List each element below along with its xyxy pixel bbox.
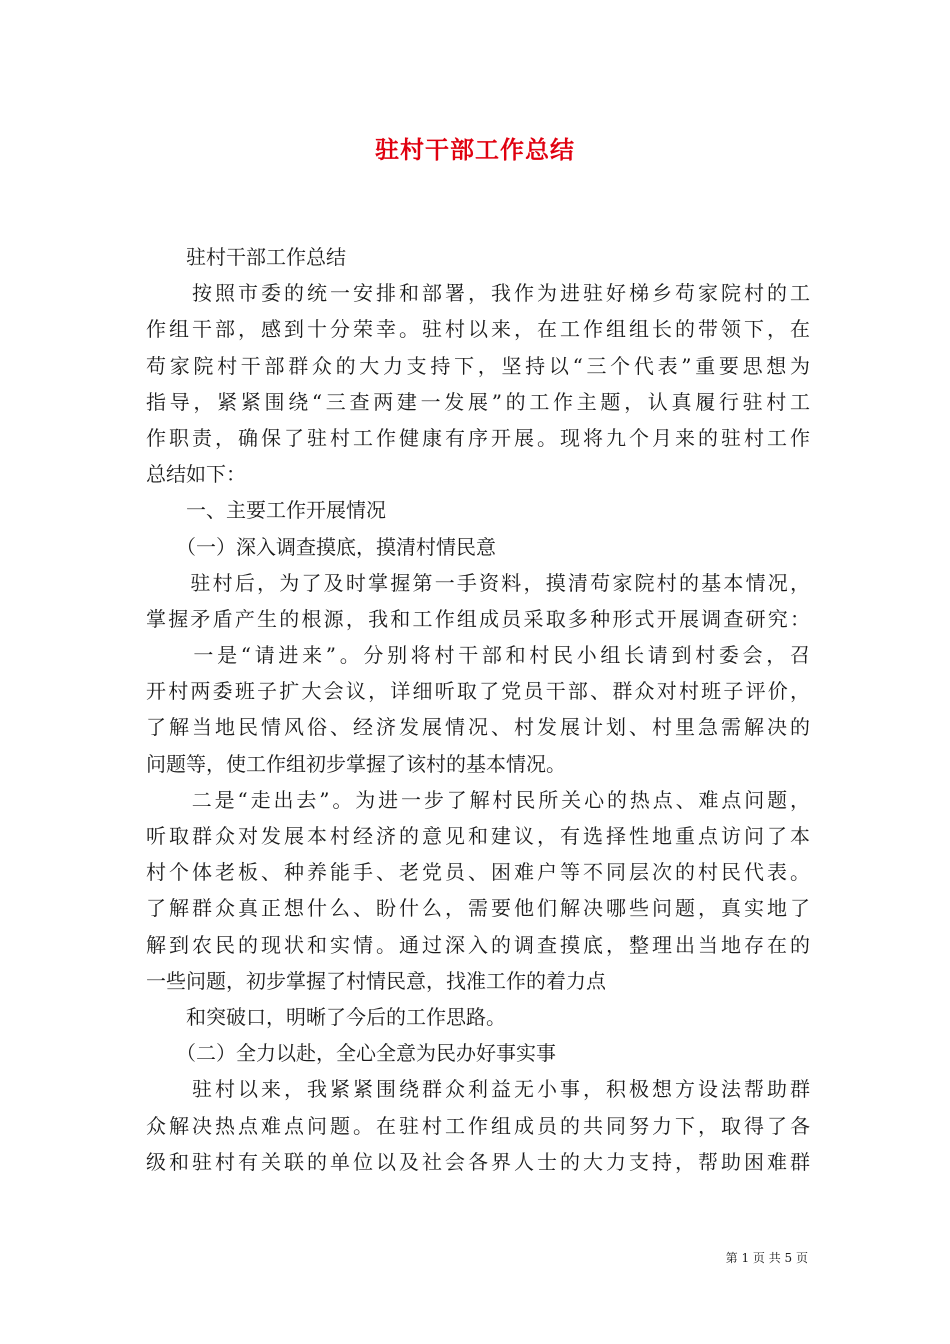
paragraph-line: 解到农民的现状和实情。通过深入的调查摸底，整理出当地存在的 xyxy=(146,932,810,957)
paragraph-line: 苟家院村干部群众的大力支持下，坚持以“三个代表”重要思想为 xyxy=(146,353,810,378)
paragraph-line: 一是“请进来”。分别将村干部和村民小组长请到村委会，召 xyxy=(146,643,810,668)
paragraph-line: 一些问题，初步掌握了村情民意，找准工作的着力点 xyxy=(146,968,606,993)
page-number-footer: 第 1 页 共 5 页 xyxy=(725,1251,808,1265)
paragraph-line: 作职责，确保了驻村工作健康有序开展。现将九个月来的驻村工作 xyxy=(146,425,810,450)
paragraph-line: （二）全力以赴，全心全意为民办好事实事 xyxy=(146,1041,556,1066)
paragraph-line: 一、主要工作开展情况 xyxy=(146,498,386,523)
paragraph-line: 二是“走出去”。为进一步了解村民所关心的热点、难点问题， xyxy=(146,787,810,812)
paragraph-line: 驻村以来，我紧紧围绕群众利益无小事，积极想方设法帮助群 xyxy=(146,1077,810,1102)
paragraph-line: 听取群众对发展本村经济的意见和建议，有选择性地重点访问了本 xyxy=(146,824,810,848)
paragraph-line: 掌握矛盾产生的根源，我和工作组成员采取多种形式开展调查研究： xyxy=(146,606,810,631)
paragraph-line: 级和驻村有关联的单位以及社会各界人士的大力支持，帮助困难群 xyxy=(146,1149,810,1174)
paragraph-line: 开村两委班子扩大会议，详细听取了党员干部、群众对村班子评价， xyxy=(146,679,810,704)
paragraph-line: 问题等，使工作组初步掌握了该村的基本情况。 xyxy=(146,751,566,776)
paragraph-line: 按照市委的统一安排和部署，我作为进驻好梯乡苟家院村的工 xyxy=(146,281,810,306)
paragraph-line: 指导，紧紧围绕“三查两建一发展”的工作主题，认真履行驻村工 xyxy=(146,389,810,414)
paragraph-line: （一）深入调查摸底，摸清村情民意 xyxy=(146,534,496,559)
document-body xyxy=(146,239,810,1180)
paragraph-line: 和突破口，明晰了今后的工作思路。 xyxy=(146,1004,506,1029)
paragraph-line: 村个体老板、种养能手、老党员、困难户等不同层次的村民代表。 xyxy=(146,860,810,885)
paragraph-line: 了解当地民情风俗、经济发展情况、村发展计划、村里急需解决的 xyxy=(146,715,810,740)
paragraph-line: 总结如下： xyxy=(146,462,246,487)
paragraph-line: 众解决热点难点问题。在驻村工作组成员的共同努力下，取得了各 xyxy=(146,1113,810,1138)
paragraph-line: 作组干部，感到十分荣幸。驻村以来，在工作组组长的带领下，在 xyxy=(146,317,810,342)
paragraph-line: 驻村干部工作总结 xyxy=(146,245,346,269)
paragraph-line: 了解群众真正想什么、盼什么，需要他们解决哪些问题，真实地了 xyxy=(146,896,810,921)
paragraph-line: 驻村后，为了及时掌握第一手资料，摸清苟家院村的基本情况， xyxy=(146,570,810,595)
document-title: 驻村干部工作总结 xyxy=(375,135,575,164)
